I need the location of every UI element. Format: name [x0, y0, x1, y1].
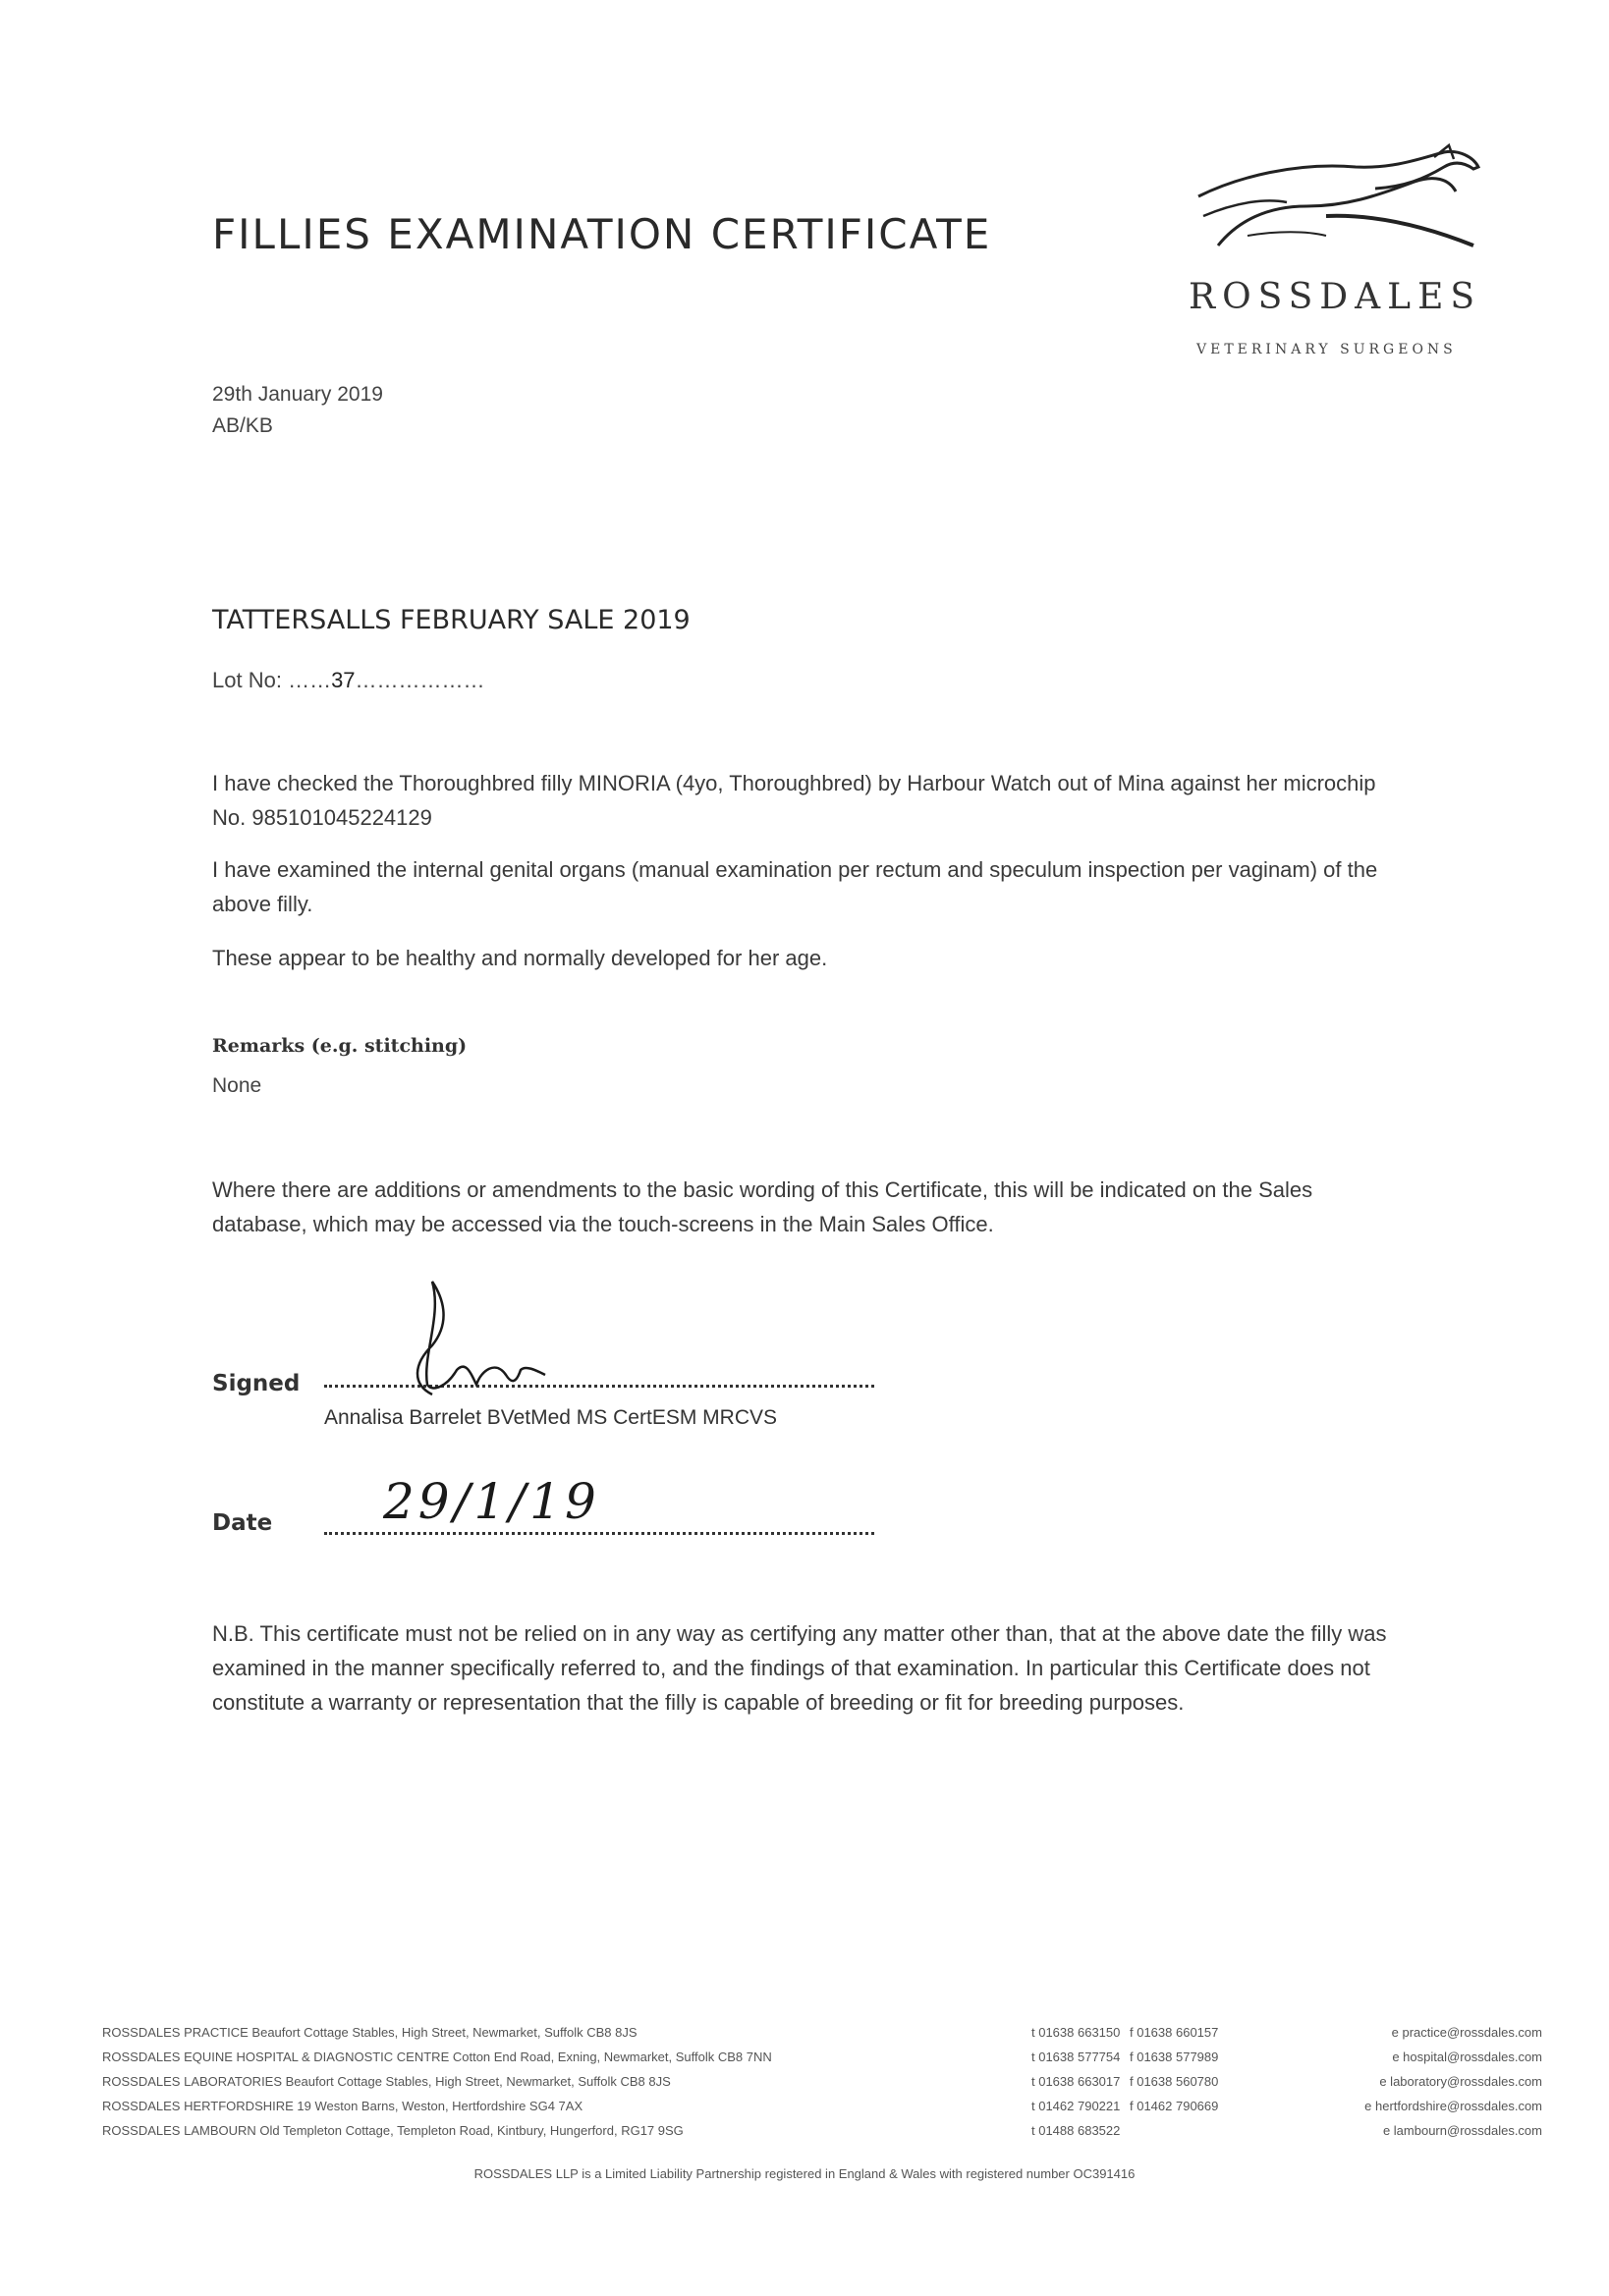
- signed-label: Signed: [212, 1371, 301, 1396]
- date-label: Date: [212, 1510, 273, 1536]
- lot-label: Lot No:: [212, 668, 282, 692]
- remarks-value: None: [212, 1074, 262, 1097]
- nb-disclaimer: N.B. This certificate must not be relied on in any way as certifying any matter other than, that at the above date the filly was examined in the manner specifically referred to, and the findings of that examination. In particular this Certificate does not constitute a warranty or representation that the filly is capable of breeding or fit for breeding purposes.: [212, 1621, 1387, 1715]
- reference: AB/KB: [212, 414, 273, 437]
- amendments-note: Where there are additions or amendments to the basic wording of this Certificate, this will be indicated on the Sales database, which may be accessed via the touch-screens in the Main Sales Office.: [212, 1177, 1313, 1236]
- footer-practice: ROSSDALES HERTFORDSHIRE 19 Weston Barns, Weston, Hertfordshire SG4 7AX: [102, 2099, 583, 2113]
- footer-fax: f 01638 560780: [1130, 2074, 1219, 2089]
- brand-subtitle: VETERINARY SURGEONS: [1196, 342, 1457, 357]
- horse-logo-icon: [1179, 137, 1493, 363]
- footer-tel: t 01638 663150: [1031, 2025, 1121, 2040]
- footer-legal: ROSSDALES LLP is a Limited Liability Partnership registered in England & Wales with registered number OC391416: [473, 2166, 1136, 2181]
- footer-practice: ROSSDALES LAMBOURN Old Templeton Cottage, Templeton Road, Kintbury, Hungerford, RG17 9SG: [102, 2123, 684, 2138]
- footer-fax: f 01462 790669: [1130, 2099, 1219, 2113]
- document-date: 29th January 2019: [212, 383, 383, 406]
- footer-practice: ROSSDALES LABORATORIES Beaufort Cottage Stables, High Street, Newmarket, Suffolk CB8 8JS: [102, 2074, 671, 2089]
- footer-tel: t 01462 790221: [1031, 2099, 1121, 2113]
- footer-tel: t 01488 683522: [1031, 2123, 1121, 2138]
- handwritten-date: 29/1/19: [383, 1473, 600, 1530]
- footer-email[interactable]: e lambourn@rossdales.com: [1382, 2123, 1542, 2138]
- footer-email[interactable]: e hospital@rossdales.com: [1392, 2050, 1542, 2064]
- footer-tel: t 01638 577754: [1031, 2050, 1121, 2064]
- lot-value: 37: [331, 668, 356, 692]
- footer-email[interactable]: e practice@rossdales.com: [1391, 2025, 1542, 2040]
- footer-email[interactable]: e hertfordshire@rossdales.com: [1364, 2099, 1542, 2113]
- footer-fax: f 01638 577989: [1130, 2050, 1219, 2064]
- footer-practice: ROSSDALES EQUINE HOSPITAL & DIAGNOSTIC CENTRE Cotton End Road, Exning, Newmarket, Suffolk CB8 7NN: [102, 2050, 772, 2064]
- signatory-name: Annalisa Barrelet BVetMed MS CertESM MRCVS: [324, 1406, 777, 1429]
- brand-name: ROSSDALES: [1189, 277, 1482, 317]
- sale-title: TATTERSALLS FEBRUARY SALE 2019: [212, 605, 691, 635]
- lot-dots-suffix: ………………: [355, 668, 485, 692]
- footer-tel: t 01638 663017: [1031, 2074, 1121, 2089]
- paragraph-finding: These appear to be healthy and normally developed for her age.: [212, 946, 828, 970]
- paragraph-microchip: I have checked the Thoroughbred filly MINORIA (4yo, Thoroughbred) by Harbour Watch out of Mina against her microchip No. 985101045224129: [212, 771, 1376, 830]
- lot-dots-prefix: ……: [288, 668, 332, 692]
- paragraph-examination: I have examined the internal genital organs (manual examination per rectum and speculum inspection per vaginam) of the above filly.: [212, 857, 1378, 916]
- remarks-label: Remarks (e.g. stitching): [212, 1035, 468, 1057]
- handwritten-signature: [373, 1277, 599, 1404]
- footer-fax: f 01638 660157: [1130, 2025, 1219, 2040]
- lot-number: [212, 668, 485, 693]
- footer-email[interactable]: e laboratory@rossdales.com: [1379, 2074, 1542, 2089]
- certificate-title: FILLIES EXAMINATION CERTIFICATE: [212, 210, 992, 258]
- footer-practice: ROSSDALES PRACTICE Beaufort Cottage Stables, High Street, Newmarket, Suffolk CB8 8JS: [102, 2025, 638, 2040]
